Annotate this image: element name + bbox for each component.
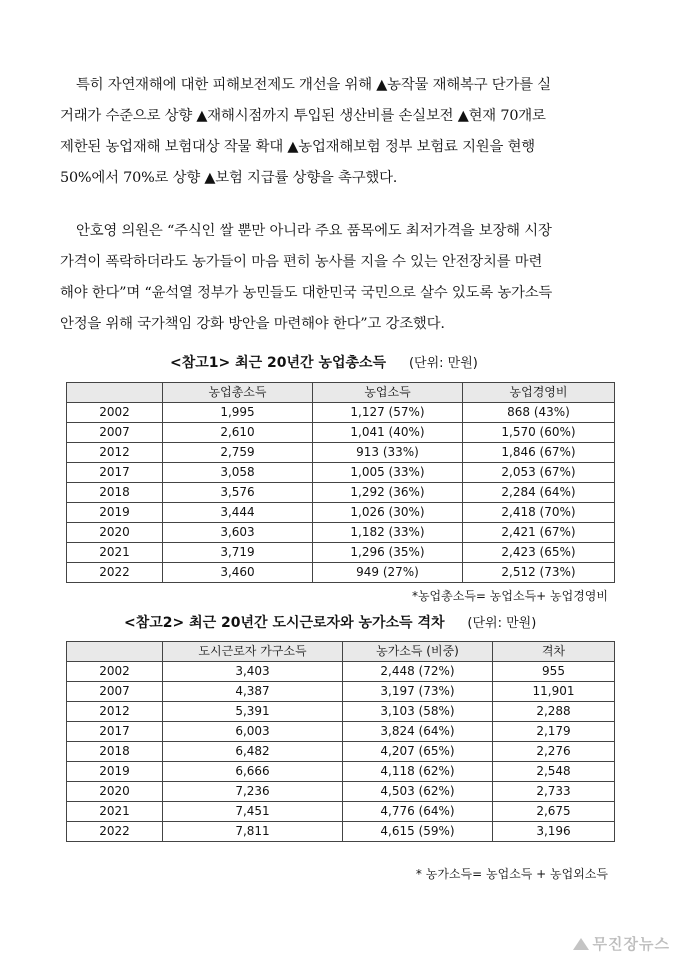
value-cell: 3,824 (64%) <box>343 722 493 742</box>
table2-note: * 농가소득= 농업소득 + 농업외소득 <box>415 867 608 881</box>
value-cell: 1,292 (36%) <box>313 483 463 503</box>
table-header-row <box>67 383 615 403</box>
value-cell: 7,236 <box>163 782 343 802</box>
table-row <box>67 443 615 463</box>
value-cell: 2,733 <box>493 782 615 802</box>
watermark-logo <box>573 933 670 954</box>
year-cell: 2002 <box>67 403 163 423</box>
paragraph-disaster-compensation <box>60 70 620 194</box>
header-cell: 농업경영비 <box>463 383 615 403</box>
value-cell: 868 (43%) <box>463 403 615 423</box>
value-cell: 3,460 <box>163 563 313 583</box>
year-cell: 2002 <box>67 662 163 682</box>
value-cell: 1,570 (60%) <box>463 423 615 443</box>
year-cell: 2022 <box>67 563 163 583</box>
table-row <box>67 543 615 563</box>
year-cell: 2022 <box>67 822 163 842</box>
year-cell: 2019 <box>67 762 163 782</box>
year-cell: 2012 <box>67 702 163 722</box>
value-cell: 6,003 <box>163 722 343 742</box>
value-cell: 1,041 (40%) <box>313 423 463 443</box>
paragraph-line: 가격이 폭락하더라도 농가들이 마음 편히 농사를 지을 수 있는 안전장치를 마련 <box>60 254 543 270</box>
paragraph-line: 50%에서 70%로 상향 ▲보험 지급률 상향을 촉구했다. <box>60 170 398 186</box>
paragraph-quote <box>60 216 620 340</box>
value-cell: 2,759 <box>163 443 313 463</box>
table-header-row <box>67 642 615 662</box>
table2-title-text: <참고2> 최근 20년간 도시근로자와 농가소득 격차 <box>124 615 445 631</box>
year-cell: 2020 <box>67 523 163 543</box>
value-cell: 7,451 <box>163 802 343 822</box>
value-cell: 1,995 <box>163 403 313 423</box>
paragraph-line: 안호영 의원은 “주식인 쌀 뿐만 아니라 주요 품목에도 최저가격을 보장해 시장 <box>76 223 552 239</box>
value-cell: 913 (33%) <box>313 443 463 463</box>
year-cell: 2021 <box>67 802 163 822</box>
table-row <box>67 702 615 722</box>
table1-note: *농업총소득= 농업소득+ 농업경영비 <box>411 589 608 603</box>
table-row <box>67 563 615 583</box>
table1-title <box>170 352 680 372</box>
value-cell: 7,811 <box>163 822 343 842</box>
table-row <box>67 802 615 822</box>
value-cell: 3,058 <box>163 463 313 483</box>
table-row <box>67 662 615 682</box>
year-cell: 2007 <box>67 423 163 443</box>
value-cell: 4,615 (59%) <box>343 822 493 842</box>
table-row <box>67 762 615 782</box>
table-row <box>67 483 615 503</box>
value-cell: 1,296 (35%) <box>313 543 463 563</box>
value-cell: 1,026 (30%) <box>313 503 463 523</box>
value-cell: 4,503 (62%) <box>343 782 493 802</box>
value-cell: 4,776 (64%) <box>343 802 493 822</box>
value-cell: 1,182 (33%) <box>313 523 463 543</box>
income-gap-table <box>66 641 615 842</box>
value-cell: 1,005 (33%) <box>313 463 463 483</box>
value-cell: 2,288 <box>493 702 615 722</box>
header-cell: 농가소득 (비중) <box>343 642 493 662</box>
value-cell: 1,846 (67%) <box>463 443 615 463</box>
paragraph-line: 제한된 농업재해 보험대상 작물 확대 ▲농업재해보험 정부 보험료 지원을 현행 <box>60 139 535 155</box>
farm-income-table <box>66 382 615 583</box>
table-row <box>67 463 615 483</box>
mountain-icon <box>573 938 589 950</box>
value-cell: 2,418 (70%) <box>463 503 615 523</box>
table-row <box>67 523 615 543</box>
value-cell: 3,444 <box>163 503 313 523</box>
header-cell <box>67 642 163 662</box>
table1-title-text: <참고1> 최근 20년간 농업총소득 <box>170 355 387 371</box>
value-cell: 2,610 <box>163 423 313 443</box>
value-cell: 2,512 (73%) <box>463 563 615 583</box>
paragraph-line: 특히 자연재해에 대한 피해보전제도 개선을 위해 ▲농작물 재해복구 단가를 실 <box>76 77 551 93</box>
table-row <box>67 403 615 423</box>
value-cell: 11,901 <box>493 682 615 702</box>
value-cell: 3,196 <box>493 822 615 842</box>
value-cell: 2,276 <box>493 742 615 762</box>
value-cell: 2,675 <box>493 802 615 822</box>
watermark-text: 무진장뉴스 <box>592 935 670 953</box>
value-cell: 5,391 <box>163 702 343 722</box>
year-cell: 2018 <box>67 742 163 762</box>
year-cell: 2007 <box>67 682 163 702</box>
value-cell: 3,403 <box>163 662 343 682</box>
value-cell: 4,118 (62%) <box>343 762 493 782</box>
value-cell: 6,666 <box>163 762 343 782</box>
table-row <box>67 423 615 443</box>
value-cell: 2,053 (67%) <box>463 463 615 483</box>
paragraph-line: 거래가 수준으로 상향 ▲재해시점까지 투입된 생산비를 손실보전 ▲현재 70개로 <box>60 108 546 124</box>
year-cell: 2017 <box>67 463 163 483</box>
year-cell: 2018 <box>67 483 163 503</box>
value-cell: 1,127 (57%) <box>313 403 463 423</box>
header-cell: 도시근로자 가구소득 <box>163 642 343 662</box>
table-row <box>67 782 615 802</box>
value-cell: 3,197 (73%) <box>343 682 493 702</box>
header-cell <box>67 383 163 403</box>
value-cell: 3,719 <box>163 543 313 563</box>
value-cell: 955 <box>493 662 615 682</box>
value-cell: 949 (27%) <box>313 563 463 583</box>
value-cell: 4,387 <box>163 682 343 702</box>
year-cell: 2020 <box>67 782 163 802</box>
table1-unit: (단위: 만원) <box>408 356 478 371</box>
value-cell: 2,448 (72%) <box>343 662 493 682</box>
year-cell: 2019 <box>67 503 163 523</box>
value-cell: 3,103 (58%) <box>343 702 493 722</box>
table2-unit: (단위: 만원) <box>467 616 537 631</box>
value-cell: 2,284 (64%) <box>463 483 615 503</box>
paragraph-line: 해야 한다”며 “윤석열 정부가 농민들도 대한민국 국민으로 살수 있도록 농가소득 <box>60 285 553 301</box>
paragraph-line: 안정을 위해 국가책임 강화 방안을 마련해야 한다”고 강조했다. <box>60 316 445 332</box>
table-row <box>67 722 615 742</box>
header-cell: 농업총소득 <box>163 383 313 403</box>
table-row <box>67 742 615 762</box>
value-cell: 4,207 (65%) <box>343 742 493 762</box>
header-cell: 격차 <box>493 642 615 662</box>
value-cell: 6,482 <box>163 742 343 762</box>
value-cell: 3,576 <box>163 483 313 503</box>
value-cell: 2,421 (67%) <box>463 523 615 543</box>
table-row <box>67 822 615 842</box>
value-cell: 2,423 (65%) <box>463 543 615 563</box>
table2-title <box>124 612 680 632</box>
table-row <box>67 682 615 702</box>
year-cell: 2012 <box>67 443 163 463</box>
value-cell: 2,548 <box>493 762 615 782</box>
header-cell: 농업소득 <box>313 383 463 403</box>
value-cell: 2,179 <box>493 722 615 742</box>
value-cell: 3,603 <box>163 523 313 543</box>
year-cell: 2017 <box>67 722 163 742</box>
table-row <box>67 503 615 523</box>
year-cell: 2021 <box>67 543 163 563</box>
